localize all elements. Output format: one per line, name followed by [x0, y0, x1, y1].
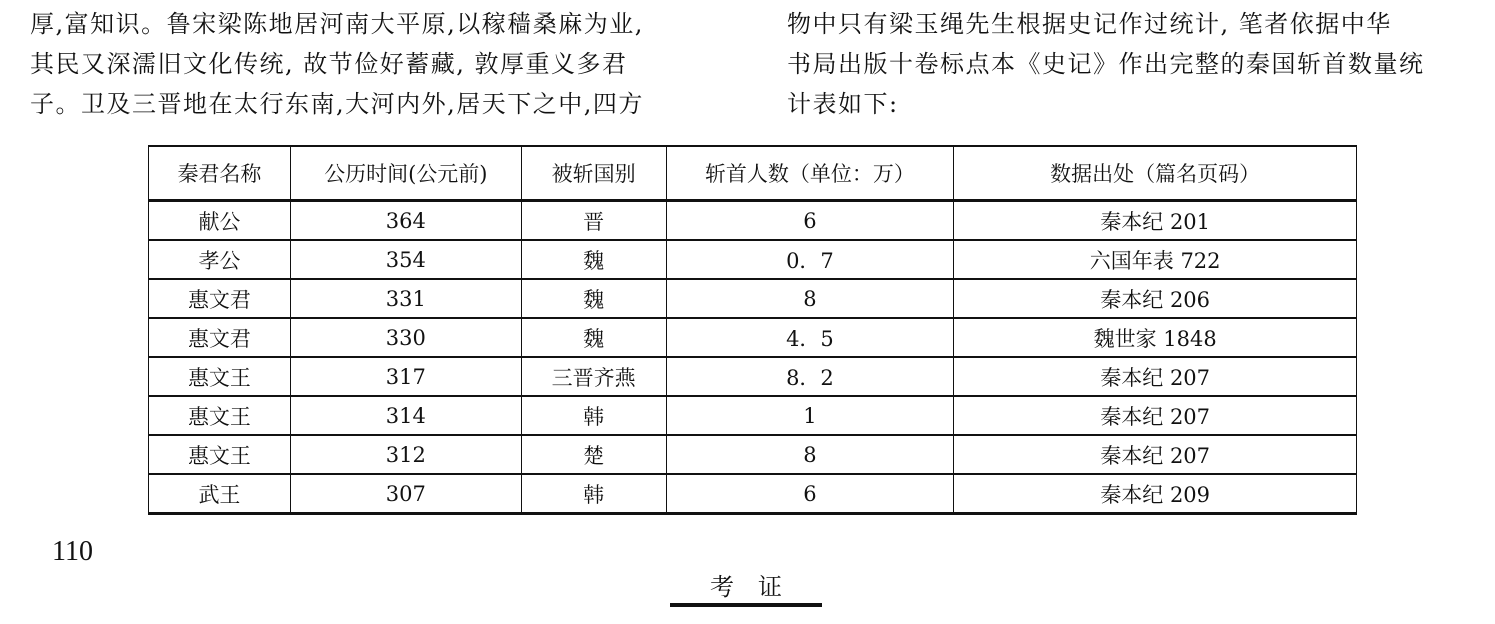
- table-cell: 魏世家 1848: [954, 318, 1357, 357]
- running-footer-title: 考证: [710, 573, 806, 601]
- column-header: 斩首人数（单位：万）: [666, 146, 954, 201]
- table-cell: 8．2: [666, 357, 954, 396]
- table-cell: 韩: [521, 396, 666, 435]
- text-line: 厚,富知识。鲁宋梁陈地居河南大平原,以稼穑桑麻为业,: [30, 10, 644, 38]
- table-cell: 三晋齐燕: [521, 357, 666, 396]
- table-cell: 6: [666, 474, 954, 514]
- table-cell: 秦本纪 207: [954, 435, 1357, 474]
- table-cell: 330: [290, 318, 521, 357]
- table-cell: 秦本纪 209: [954, 474, 1357, 514]
- table-row: [149, 201, 1357, 241]
- table-row: [149, 279, 1357, 318]
- table-cell: 307: [290, 474, 521, 514]
- footer-rule-divider: [670, 603, 822, 607]
- table-cell: 8: [666, 279, 954, 318]
- table-cell: 惠文君: [149, 279, 291, 318]
- table-header: [149, 146, 1357, 201]
- text-line: 物中只有梁玉绳先生根据史记作过统计, 笔者依据中华: [787, 10, 1392, 38]
- table-cell: 秦本纪 207: [954, 357, 1357, 396]
- table-cell: 354: [290, 240, 521, 279]
- table-cell: 魏: [521, 279, 666, 318]
- left-text-column: [30, 4, 720, 124]
- table-cell: 魏: [521, 240, 666, 279]
- column-header: 秦君名称: [149, 146, 291, 201]
- table-cell: 魏: [521, 318, 666, 357]
- table-cell: 4．5: [666, 318, 954, 357]
- page-number: 110: [52, 536, 93, 567]
- table-header-row: [149, 146, 1357, 201]
- table-cell: 秦本纪 207: [954, 396, 1357, 435]
- table-cell: 惠文君: [149, 318, 291, 357]
- text-line: 其民又深濡旧文化传统, 故节俭好蓄藏, 敦厚重义多君: [30, 50, 628, 78]
- table-cell: 0．7: [666, 240, 954, 279]
- right-text-column: [787, 4, 1477, 124]
- table-cell: 6: [666, 201, 954, 241]
- table-cell: 317: [290, 357, 521, 396]
- table-cell: 孝公: [149, 240, 291, 279]
- table-cell: 晋: [521, 201, 666, 241]
- table-cell: 312: [290, 435, 521, 474]
- table-cell: 六国年表 722: [954, 240, 1357, 279]
- table-row: [149, 474, 1357, 514]
- table-row: [149, 435, 1357, 474]
- table-cell: 364: [290, 201, 521, 241]
- table-cell: 314: [290, 396, 521, 435]
- table-cell: 秦本纪 206: [954, 279, 1357, 318]
- column-header: 被斩国别: [521, 146, 666, 201]
- table-row: [149, 240, 1357, 279]
- text-line: 计表如下:: [787, 90, 899, 118]
- table-body: [149, 201, 1357, 514]
- text-line: 书局出版十卷标点本《史记》作出完整的秦国斩首数量统: [787, 50, 1425, 78]
- table-cell: 楚: [521, 435, 666, 474]
- table-row: [149, 318, 1357, 357]
- table-cell: 惠文王: [149, 435, 291, 474]
- table-cell: 331: [290, 279, 521, 318]
- table-cell: 8: [666, 435, 954, 474]
- table-cell: 献公: [149, 201, 291, 241]
- beheading-statistics-table: [148, 145, 1357, 515]
- table-cell: 惠文王: [149, 357, 291, 396]
- column-header: 公历时间(公元前): [290, 146, 521, 201]
- table-cell: 韩: [521, 474, 666, 514]
- table-cell: 武王: [149, 474, 291, 514]
- table-row: [149, 357, 1357, 396]
- table-cell: 1: [666, 396, 954, 435]
- text-line: 子。卫及三晋地在太行东南,大河内外,居天下之中,四方: [30, 90, 644, 118]
- table-row: [149, 396, 1357, 435]
- table-cell: 秦本纪 201: [954, 201, 1357, 241]
- column-header: 数据出处（篇名页码）: [954, 146, 1357, 201]
- table-cell: 惠文王: [149, 396, 291, 435]
